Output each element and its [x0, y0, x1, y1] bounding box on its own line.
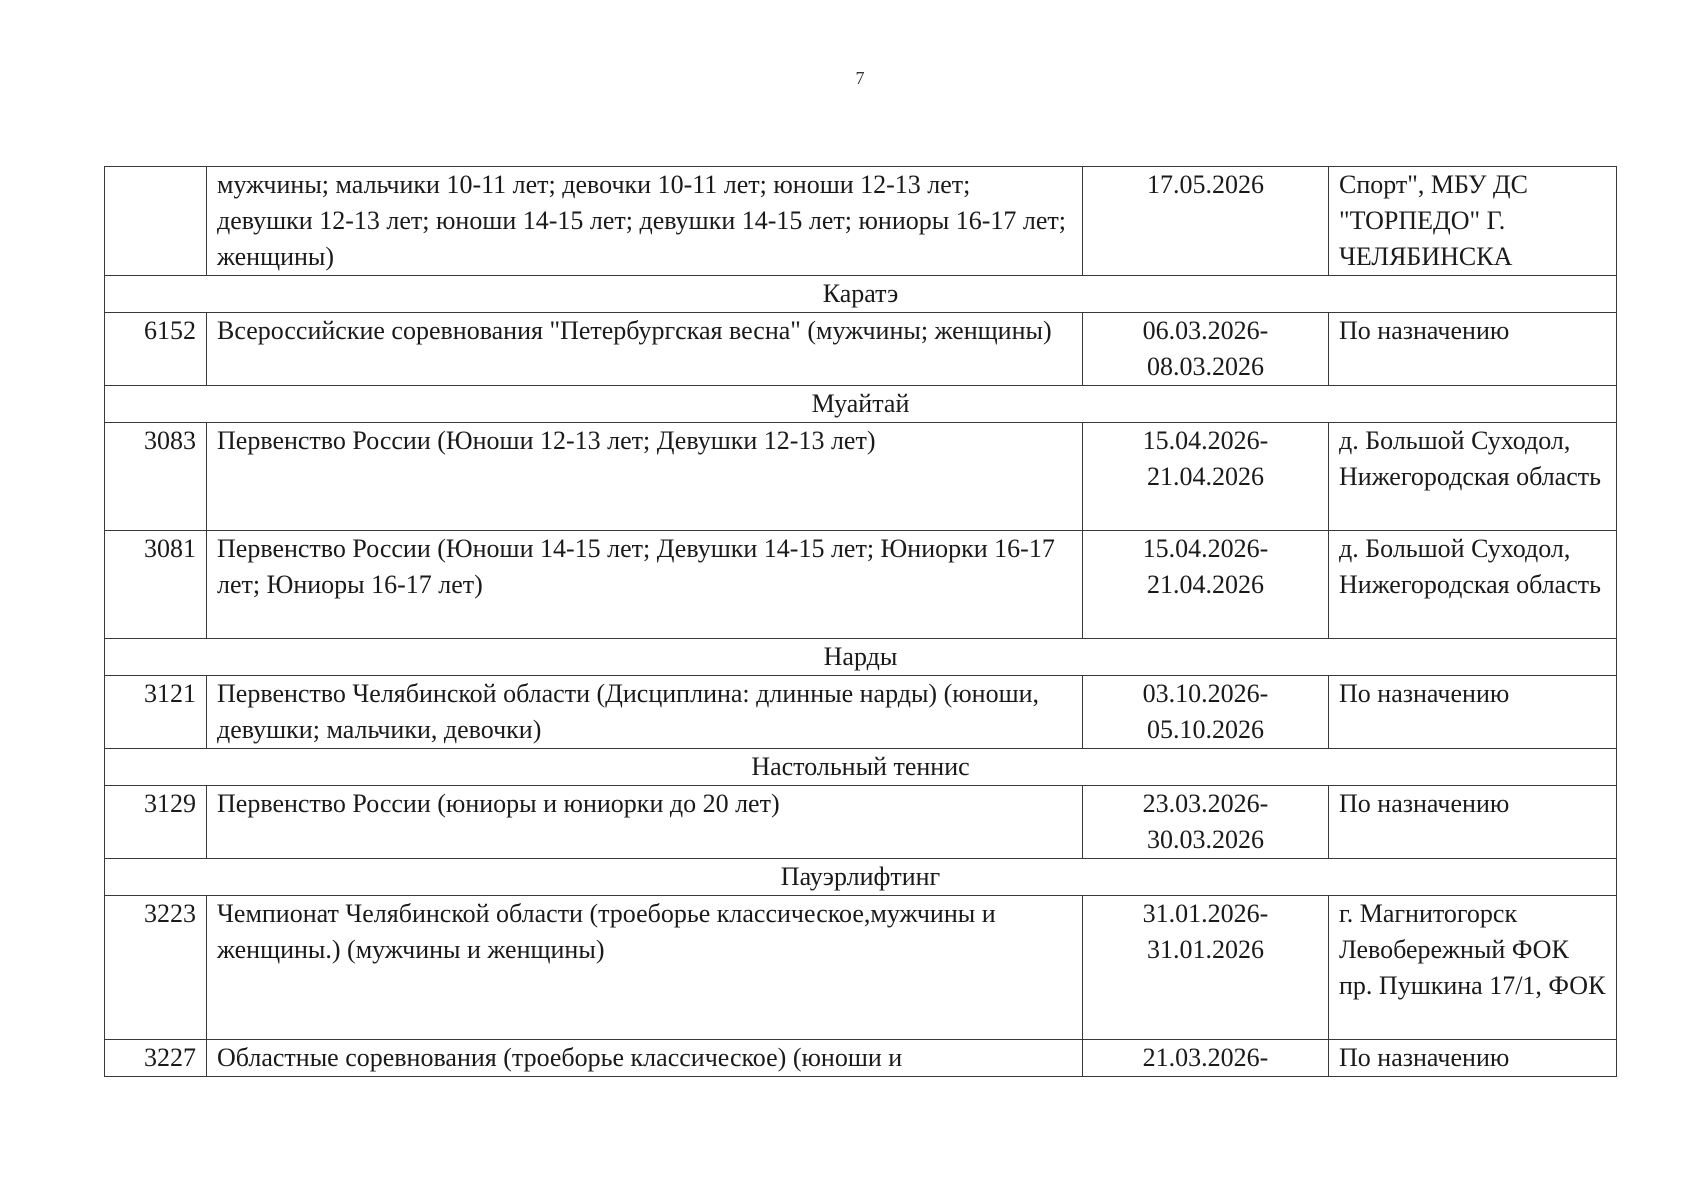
- competition-schedule-table: [104, 166, 1617, 1077]
- section-title: Нарды: [105, 639, 1617, 676]
- section-title: Муайтай: [105, 386, 1617, 423]
- event-dates: 15.04.2026- 21.04.2026: [1083, 531, 1329, 639]
- table-row: [105, 1040, 1617, 1077]
- event-dates: 31.01.2026- 31.01.2026: [1083, 896, 1329, 1040]
- table-row: [105, 531, 1617, 639]
- event-dates: 17.05.2026: [1083, 167, 1329, 276]
- event-place: д. Большой Суходол, Нижегородская область: [1329, 531, 1617, 639]
- table-row: [105, 896, 1617, 1040]
- table-row: [105, 167, 1617, 276]
- event-dates: 03.10.2026- 05.10.2026: [1083, 676, 1329, 749]
- event-name: мужчины; мальчики 10-11 лет; девочки 10-11 лет; юноши 12-13 лет; девушки 12-13 лет; юноши 14-15 лет; девушки 14-15 лет; юниоры 16-17 лет; женщины): [207, 167, 1083, 276]
- event-number: 6152: [105, 313, 207, 386]
- table-row: [105, 676, 1617, 749]
- event-name: Областные соревнования (троеборье классическое) (юноши и: [207, 1040, 1083, 1077]
- event-dates: 15.04.2026- 21.04.2026: [1083, 423, 1329, 531]
- event-name: Первенство Челябинской области (Дисциплина: длинные нарды) (юноши, девушки; мальчики, девочки): [207, 676, 1083, 749]
- event-place: г. Магнитогорск Левобережный ФОК пр. Пушкина 17/1, ФОК: [1329, 896, 1617, 1040]
- event-number: 3081: [105, 531, 207, 639]
- section-row: [105, 386, 1617, 423]
- event-number: 3227: [105, 1040, 207, 1077]
- event-name: Чемпионат Челябинской области (троеборье классическое,мужчины и женщины.) (мужчины и женщины): [207, 896, 1083, 1040]
- event-dates: 21.03.2026-: [1083, 1040, 1329, 1077]
- section-title: Пауэрлифтинг: [105, 859, 1617, 896]
- event-dates: 23.03.2026- 30.03.2026: [1083, 786, 1329, 859]
- page-number: 7: [855, 68, 865, 88]
- event-number: 3129: [105, 786, 207, 859]
- event-number: [105, 167, 207, 276]
- event-place: д. Большой Суходол, Нижегородская область: [1329, 423, 1617, 531]
- section-row: [105, 859, 1617, 896]
- event-number: 3223: [105, 896, 207, 1040]
- table-row: [105, 423, 1617, 531]
- event-name: Первенство России (юниоры и юниорки до 20 лет): [207, 786, 1083, 859]
- section-title: Настольный теннис: [105, 749, 1617, 786]
- event-place: По назначению: [1329, 676, 1617, 749]
- section-row: [105, 276, 1617, 313]
- table-row: [105, 786, 1617, 859]
- event-place: По назначению: [1329, 786, 1617, 859]
- event-name: Всероссийские соревнования "Петербургская весна" (мужчины; женщины): [207, 313, 1083, 386]
- event-place: По назначению: [1329, 1040, 1617, 1077]
- event-dates: 06.03.2026- 08.03.2026: [1083, 313, 1329, 386]
- event-number: 3121: [105, 676, 207, 749]
- event-name: Первенство России (Юноши 12-13 лет; Девушки 12-13 лет): [207, 423, 1083, 531]
- event-place: По назначению: [1329, 313, 1617, 386]
- table-row: [105, 313, 1617, 386]
- section-row: [105, 749, 1617, 786]
- section-title: Каратэ: [105, 276, 1617, 313]
- section-row: [105, 639, 1617, 676]
- event-number: 3083: [105, 423, 207, 531]
- event-name: Первенство России (Юноши 14-15 лет; Девушки 14-15 лет; Юниорки 16-17 лет; Юниоры 16-17 лет): [207, 531, 1083, 639]
- event-place: Спорт", МБУ ДС "ТОРПЕДО" Г. ЧЕЛЯБИНСКА: [1329, 167, 1617, 276]
